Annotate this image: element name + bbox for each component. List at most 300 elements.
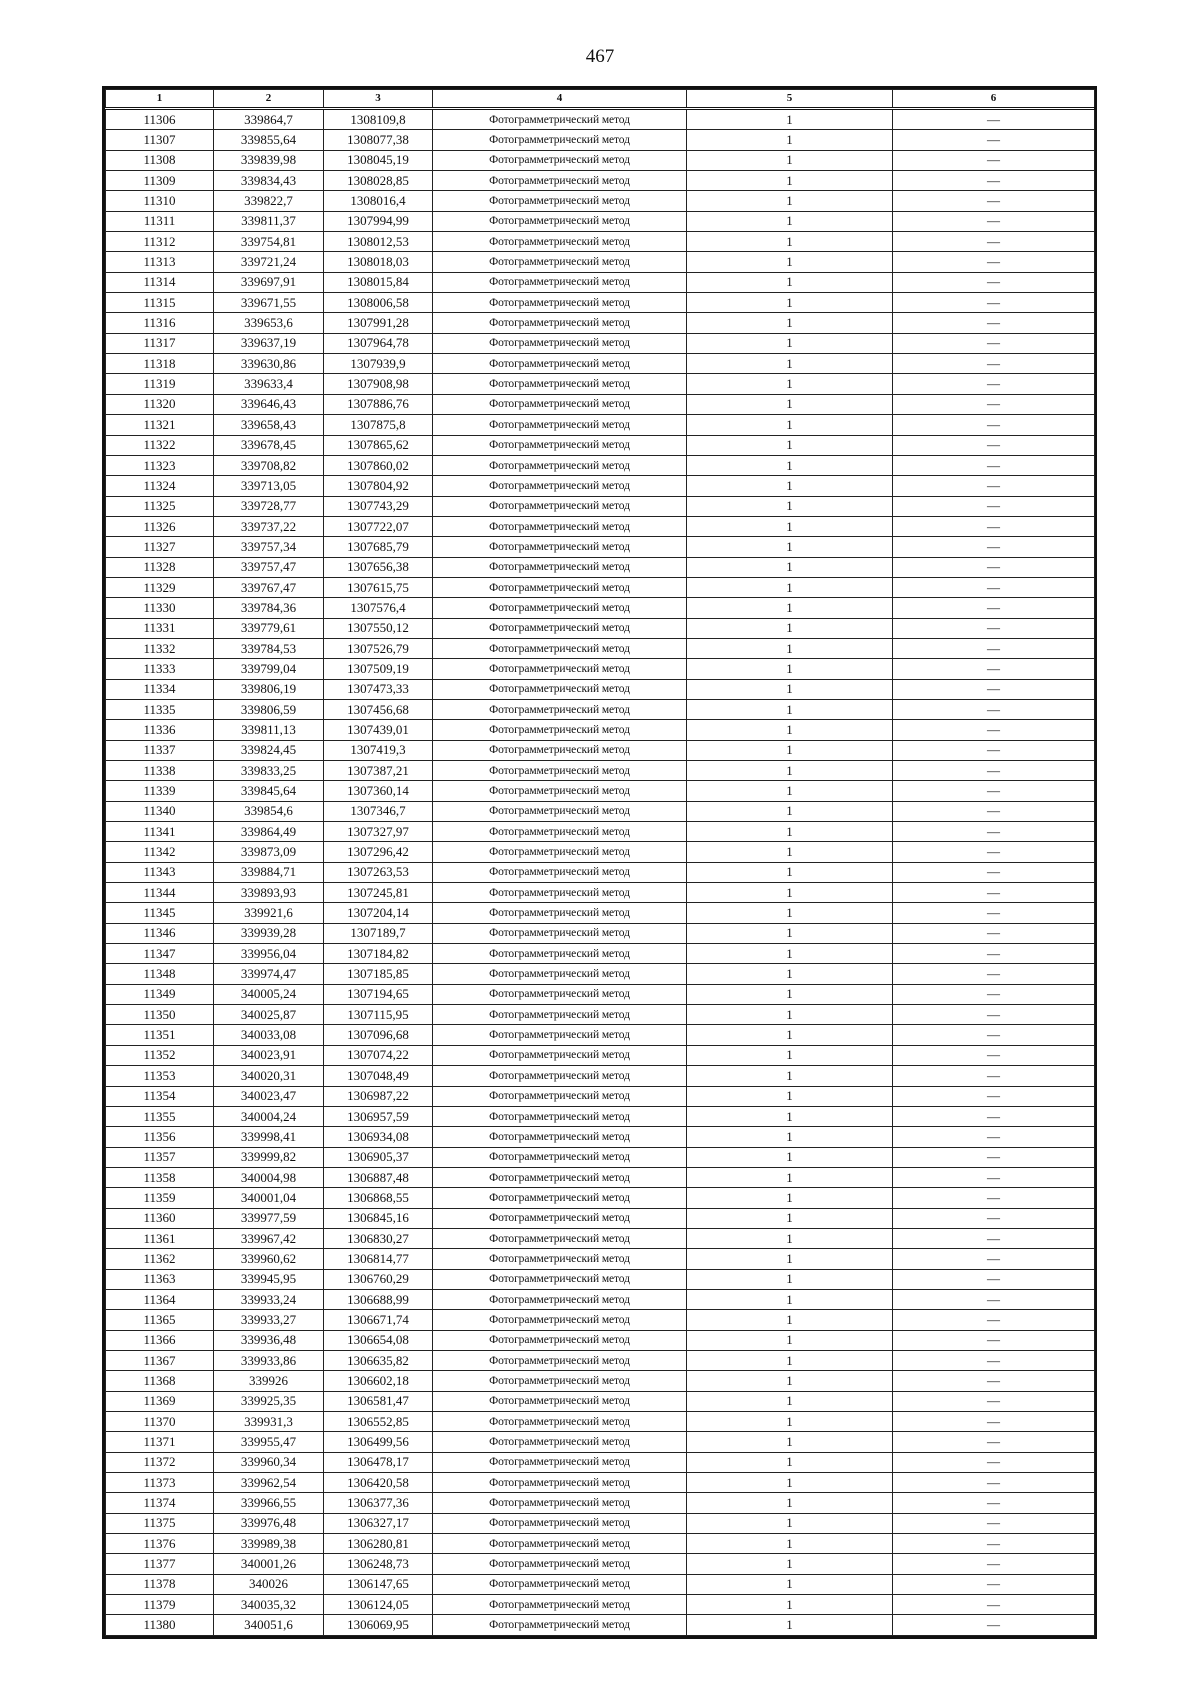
cell-coordinate-x: 340026	[214, 1574, 324, 1594]
cell-column-6: —	[893, 1025, 1095, 1045]
cell-point-number: 11332	[106, 638, 214, 658]
cell-method: Фотограмметрический метод	[433, 740, 687, 760]
cell-coordinate-x: 339678,45	[214, 435, 324, 455]
cell-method: Фотограмметрический метод	[433, 354, 687, 374]
cell-point-number: 11327	[106, 537, 214, 557]
cell-point-number: 11370	[106, 1412, 214, 1432]
cell-column-5: 1	[687, 740, 893, 760]
cell-column-5: 1	[687, 883, 893, 903]
cell-column-5: 1	[687, 1127, 893, 1147]
cell-column-5: 1	[687, 577, 893, 597]
cell-column-6: —	[893, 1005, 1095, 1025]
cell-coordinate-x: 339962,54	[214, 1473, 324, 1493]
cell-column-5: 1	[687, 842, 893, 862]
cell-point-number: 11315	[106, 293, 214, 313]
cell-column-6: —	[893, 964, 1095, 984]
cell-column-6: —	[893, 1473, 1095, 1493]
cell-column-5: 1	[687, 1025, 893, 1045]
page-number: 467	[585, 46, 615, 67]
table-row	[106, 1066, 1095, 1086]
cell-point-number: 11317	[106, 333, 214, 353]
cell-column-5: 1	[687, 720, 893, 740]
cell-coordinate-y: 1307804,92	[324, 476, 433, 496]
cell-coordinate-x: 339671,55	[214, 293, 324, 313]
cell-point-number: 11322	[106, 435, 214, 455]
cell-coordinate-y: 1307048,49	[324, 1066, 433, 1086]
cell-method: Фотограмметрический метод	[433, 1249, 687, 1269]
cell-column-6: —	[893, 781, 1095, 801]
table-row	[106, 333, 1095, 353]
cell-coordinate-x: 340023,91	[214, 1045, 324, 1065]
cell-column-5: 1	[687, 699, 893, 719]
cell-column-6: —	[893, 374, 1095, 394]
cell-column-5: 1	[687, 822, 893, 842]
cell-coordinate-y: 1306987,22	[324, 1086, 433, 1106]
cell-column-5: 1	[687, 801, 893, 821]
cell-column-5: 1	[687, 455, 893, 475]
cell-coordinate-x: 340020,31	[214, 1066, 324, 1086]
cell-coordinate-x: 339633,4	[214, 374, 324, 394]
cell-column-6: —	[893, 150, 1095, 170]
cell-coordinate-x: 339757,47	[214, 557, 324, 577]
cell-coordinate-y: 1307964,78	[324, 333, 433, 353]
cell-coordinate-y: 1307656,38	[324, 557, 433, 577]
column-header-4: 4	[433, 90, 687, 109]
cell-coordinate-y: 1307096,68	[324, 1025, 433, 1045]
cell-method: Фотограмметрический метод	[433, 1371, 687, 1391]
cell-point-number: 11316	[106, 313, 214, 333]
cell-coordinate-y: 1306760,29	[324, 1269, 433, 1289]
table-body	[106, 109, 1095, 1636]
cell-column-6: —	[893, 577, 1095, 597]
cell-coordinate-x: 340001,26	[214, 1554, 324, 1574]
cell-method: Фотограмметрический метод	[433, 313, 687, 333]
table-row	[106, 1167, 1095, 1187]
cell-method: Фотограмметрический метод	[433, 1127, 687, 1147]
cell-column-5: 1	[687, 1086, 893, 1106]
cell-method: Фотограмметрический метод	[433, 679, 687, 699]
cell-coordinate-x: 339839,98	[214, 150, 324, 170]
cell-coordinate-x: 339873,09	[214, 842, 324, 862]
cell-coordinate-y: 1307439,01	[324, 720, 433, 740]
cell-coordinate-x: 339845,64	[214, 781, 324, 801]
cell-coordinate-y: 1307526,79	[324, 638, 433, 658]
table-row	[106, 455, 1095, 475]
cell-coordinate-y: 1306887,48	[324, 1167, 433, 1187]
cell-column-5: 1	[687, 1188, 893, 1208]
cell-method: Фотограмметрический метод	[433, 659, 687, 679]
cell-column-5: 1	[687, 516, 893, 536]
cell-column-6: —	[893, 415, 1095, 435]
cell-coordinate-y: 1306845,16	[324, 1208, 433, 1228]
cell-column-5: 1	[687, 1005, 893, 1025]
cell-coordinate-y: 1306602,18	[324, 1371, 433, 1391]
cell-column-5: 1	[687, 1208, 893, 1228]
cell-column-6: —	[893, 394, 1095, 414]
cell-method: Фотограмметрический метод	[433, 1350, 687, 1370]
cell-method: Фотограмметрический метод	[433, 1432, 687, 1452]
table-row	[106, 984, 1095, 1004]
cell-column-6: —	[893, 476, 1095, 496]
cell-method: Фотограмметрический метод	[433, 1269, 687, 1289]
cell-coordinate-x: 339658,43	[214, 415, 324, 435]
cell-method: Фотограмметрический метод	[433, 1228, 687, 1248]
table-row	[106, 903, 1095, 923]
cell-column-6: —	[893, 1330, 1095, 1350]
cell-method: Фотограмметрический метод	[433, 1534, 687, 1554]
cell-column-5: 1	[687, 1493, 893, 1513]
cell-coordinate-x: 340025,87	[214, 1005, 324, 1025]
cell-column-6: —	[893, 232, 1095, 252]
cell-column-6: —	[893, 822, 1095, 842]
cell-column-5: 1	[687, 211, 893, 231]
cell-column-6: —	[893, 1432, 1095, 1452]
cell-point-number: 11354	[106, 1086, 214, 1106]
cell-point-number: 11363	[106, 1269, 214, 1289]
cell-column-6: —	[893, 191, 1095, 211]
cell-point-number: 11336	[106, 720, 214, 740]
cell-method: Фотограмметрический метод	[433, 252, 687, 272]
cell-column-5: 1	[687, 415, 893, 435]
cell-column-5: 1	[687, 435, 893, 455]
table-row	[106, 252, 1095, 272]
table-row	[106, 964, 1095, 984]
column-header-2: 2	[214, 90, 324, 109]
cell-coordinate-x: 340001,04	[214, 1188, 324, 1208]
cell-method: Фотограмметрический метод	[433, 1595, 687, 1615]
cell-column-6: —	[893, 659, 1095, 679]
cell-column-5: 1	[687, 374, 893, 394]
cell-coordinate-y: 1306671,74	[324, 1310, 433, 1330]
cell-column-6: —	[893, 944, 1095, 964]
table-row	[106, 435, 1095, 455]
table-row	[106, 1371, 1095, 1391]
cell-coordinate-y: 1307296,42	[324, 842, 433, 862]
cell-coordinate-x: 339767,47	[214, 577, 324, 597]
cell-method: Фотограмметрический метод	[433, 903, 687, 923]
cell-coordinate-y: 1308006,58	[324, 293, 433, 313]
cell-coordinate-x: 339945,95	[214, 1269, 324, 1289]
table-row	[106, 781, 1095, 801]
table-row	[106, 354, 1095, 374]
table-row	[106, 1310, 1095, 1330]
cell-point-number: 11345	[106, 903, 214, 923]
cell-method: Фотограмметрический метод	[433, 415, 687, 435]
cell-coordinate-y: 1307327,97	[324, 822, 433, 842]
cell-column-6: —	[893, 1534, 1095, 1554]
cell-point-number: 11346	[106, 923, 214, 943]
table-row	[106, 1554, 1095, 1574]
column-header-6: 6	[893, 90, 1095, 109]
cell-column-6: —	[893, 1167, 1095, 1187]
table-row	[106, 944, 1095, 964]
cell-coordinate-x: 339824,45	[214, 740, 324, 760]
cell-column-6: —	[893, 1249, 1095, 1269]
cell-column-5: 1	[687, 1310, 893, 1330]
cell-method: Фотограмметрический метод	[433, 1106, 687, 1126]
table-row	[106, 1249, 1095, 1269]
cell-coordinate-y: 1307456,68	[324, 699, 433, 719]
cell-coordinate-y: 1307194,65	[324, 984, 433, 1004]
cell-column-6: —	[893, 130, 1095, 150]
table-row	[106, 293, 1095, 313]
cell-column-6: —	[893, 1452, 1095, 1472]
cell-method: Фотограмметрический метод	[433, 1188, 687, 1208]
cell-point-number: 11350	[106, 1005, 214, 1025]
table-row	[106, 842, 1095, 862]
cell-coordinate-y: 1306830,27	[324, 1228, 433, 1248]
cell-method: Фотограмметрический метод	[433, 293, 687, 313]
cell-column-5: 1	[687, 232, 893, 252]
cell-method: Фотограмметрический метод	[433, 394, 687, 414]
cell-column-6: —	[893, 1269, 1095, 1289]
cell-coordinate-y: 1307473,33	[324, 679, 433, 699]
cell-point-number: 11359	[106, 1188, 214, 1208]
cell-coordinate-y: 1307576,4	[324, 598, 433, 618]
cell-column-5: 1	[687, 1432, 893, 1452]
cell-coordinate-y: 1308109,8	[324, 109, 433, 130]
cell-method: Фотограмметрический метод	[433, 496, 687, 516]
cell-coordinate-y: 1308018,03	[324, 252, 433, 272]
cell-column-6: —	[893, 211, 1095, 231]
cell-column-6: —	[893, 272, 1095, 292]
cell-column-5: 1	[687, 1228, 893, 1248]
cell-column-6: —	[893, 1045, 1095, 1065]
cell-point-number: 11323	[106, 455, 214, 475]
table-row	[106, 191, 1095, 211]
table-row	[106, 1086, 1095, 1106]
cell-point-number: 11333	[106, 659, 214, 679]
cell-coordinate-x: 339933,24	[214, 1289, 324, 1309]
table-row	[106, 394, 1095, 414]
cell-point-number: 11367	[106, 1350, 214, 1370]
cell-coordinate-x: 340051,6	[214, 1615, 324, 1635]
cell-column-6: —	[893, 1310, 1095, 1330]
cell-point-number: 11356	[106, 1127, 214, 1147]
cell-coordinate-x: 339926	[214, 1371, 324, 1391]
table-row	[106, 374, 1095, 394]
cell-column-6: —	[893, 1208, 1095, 1228]
cell-method: Фотограмметрический метод	[433, 883, 687, 903]
cell-method: Фотограмметрический метод	[433, 1513, 687, 1533]
table-row	[106, 618, 1095, 638]
cell-method: Фотограмметрический метод	[433, 1310, 687, 1330]
cell-column-5: 1	[687, 171, 893, 191]
cell-coordinate-x: 340005,24	[214, 984, 324, 1004]
cell-column-5: 1	[687, 1350, 893, 1370]
cell-column-6: —	[893, 1188, 1095, 1208]
cell-coordinate-y: 1307074,22	[324, 1045, 433, 1065]
cell-column-6: —	[893, 1086, 1095, 1106]
cell-column-5: 1	[687, 1106, 893, 1126]
cell-coordinate-x: 339757,34	[214, 537, 324, 557]
cell-coordinate-x: 339977,59	[214, 1208, 324, 1228]
cell-point-number: 11376	[106, 1534, 214, 1554]
cell-coordinate-x: 339989,38	[214, 1534, 324, 1554]
cell-coordinate-x: 339630,86	[214, 354, 324, 374]
cell-point-number: 11311	[106, 211, 214, 231]
cell-column-5: 1	[687, 1574, 893, 1594]
cell-column-6: —	[893, 1127, 1095, 1147]
cell-method: Фотограмметрический метод	[433, 1045, 687, 1065]
cell-coordinate-y: 1306280,81	[324, 1534, 433, 1554]
cell-column-5: 1	[687, 130, 893, 150]
cell-coordinate-x: 339784,36	[214, 598, 324, 618]
table-row	[106, 130, 1095, 150]
cell-method: Фотограмметрический метод	[433, 1493, 687, 1513]
cell-coordinate-y: 1307387,21	[324, 761, 433, 781]
column-header-3: 3	[324, 90, 433, 109]
cell-method: Фотограмметрический метод	[433, 1208, 687, 1228]
cell-column-6: —	[893, 293, 1095, 313]
cell-coordinate-y: 1306327,17	[324, 1513, 433, 1533]
cell-coordinate-x: 339806,19	[214, 679, 324, 699]
cell-coordinate-x: 339833,25	[214, 761, 324, 781]
table-row	[106, 109, 1095, 130]
cell-method: Фотограмметрический метод	[433, 984, 687, 1004]
cell-method: Фотограмметрический метод	[433, 699, 687, 719]
cell-column-5: 1	[687, 923, 893, 943]
cell-coordinate-y: 1306069,95	[324, 1615, 433, 1635]
cell-coordinate-x: 339864,7	[214, 109, 324, 130]
cell-coordinate-y: 1306814,77	[324, 1249, 433, 1269]
cell-point-number: 11308	[106, 150, 214, 170]
cell-coordinate-y: 1307360,14	[324, 781, 433, 801]
table-row	[106, 740, 1095, 760]
cell-column-5: 1	[687, 557, 893, 577]
cell-column-6: —	[893, 333, 1095, 353]
cell-point-number: 11330	[106, 598, 214, 618]
cell-column-6: —	[893, 903, 1095, 923]
cell-column-6: —	[893, 252, 1095, 272]
table-row	[106, 1534, 1095, 1554]
table-row	[106, 822, 1095, 842]
cell-coordinate-x: 339933,27	[214, 1310, 324, 1330]
table-row	[106, 1412, 1095, 1432]
table-row	[106, 1574, 1095, 1594]
cell-method: Фотограмметрический метод	[433, 842, 687, 862]
table-row	[106, 699, 1095, 719]
cell-point-number: 11326	[106, 516, 214, 536]
table-row	[106, 1289, 1095, 1309]
cell-column-6: —	[893, 1371, 1095, 1391]
table-row	[106, 537, 1095, 557]
cell-coordinate-x: 339811,13	[214, 720, 324, 740]
cell-coordinate-y: 1307204,14	[324, 903, 433, 923]
table-row	[106, 557, 1095, 577]
cell-point-number: 11343	[106, 862, 214, 882]
cell-column-5: 1	[687, 781, 893, 801]
cell-coordinate-y: 1308028,85	[324, 171, 433, 191]
cell-coordinate-x: 339960,62	[214, 1249, 324, 1269]
cell-method: Фотограмметрический метод	[433, 822, 687, 842]
table-header-row	[106, 90, 1095, 109]
cell-coordinate-x: 340035,32	[214, 1595, 324, 1615]
cell-point-number: 11338	[106, 761, 214, 781]
cell-coordinate-y: 1307263,53	[324, 862, 433, 882]
cell-column-6: —	[893, 1412, 1095, 1432]
cell-coordinate-y: 1306868,55	[324, 1188, 433, 1208]
cell-coordinate-x: 340004,98	[214, 1167, 324, 1187]
cell-coordinate-x: 339646,43	[214, 394, 324, 414]
cell-column-6: —	[893, 1228, 1095, 1248]
cell-coordinate-x: 339822,7	[214, 191, 324, 211]
cell-point-number: 11320	[106, 394, 214, 414]
cell-column-5: 1	[687, 537, 893, 557]
cell-column-5: 1	[687, 293, 893, 313]
cell-column-6: —	[893, 557, 1095, 577]
cell-column-5: 1	[687, 1289, 893, 1309]
cell-column-5: 1	[687, 598, 893, 618]
cell-coordinate-y: 1306957,59	[324, 1106, 433, 1126]
cell-point-number: 11369	[106, 1391, 214, 1411]
cell-point-number: 11309	[106, 171, 214, 191]
cell-coordinate-x: 339864,49	[214, 822, 324, 842]
cell-column-5: 1	[687, 109, 893, 130]
cell-column-5: 1	[687, 1595, 893, 1615]
cell-point-number: 11307	[106, 130, 214, 150]
cell-point-number: 11314	[106, 272, 214, 292]
table-row	[106, 1473, 1095, 1493]
cell-column-5: 1	[687, 1513, 893, 1533]
cell-coordinate-y: 1308016,4	[324, 191, 433, 211]
cell-column-5: 1	[687, 964, 893, 984]
cell-coordinate-y: 1307743,29	[324, 496, 433, 516]
cell-coordinate-y: 1307189,7	[324, 923, 433, 943]
cell-column-5: 1	[687, 903, 893, 923]
cell-point-number: 11380	[106, 1615, 214, 1635]
cell-coordinate-x: 339799,04	[214, 659, 324, 679]
cell-method: Фотограмметрический метод	[433, 598, 687, 618]
cell-method: Фотограмметрический метод	[433, 720, 687, 740]
cell-coordinate-x: 339854,6	[214, 801, 324, 821]
cell-coordinate-y: 1306147,65	[324, 1574, 433, 1594]
cell-coordinate-y: 1306499,56	[324, 1432, 433, 1452]
cell-column-6: —	[893, 720, 1095, 740]
cell-column-5: 1	[687, 313, 893, 333]
cell-coordinate-y: 1306552,85	[324, 1412, 433, 1432]
cell-method: Фотограмметрический метод	[433, 1025, 687, 1045]
cell-method: Фотограмметрический метод	[433, 191, 687, 211]
cell-column-5: 1	[687, 1269, 893, 1289]
cell-method: Фотограмметрический метод	[433, 862, 687, 882]
cell-point-number: 11329	[106, 577, 214, 597]
cell-point-number: 11358	[106, 1167, 214, 1187]
cell-point-number: 11352	[106, 1045, 214, 1065]
cell-column-5: 1	[687, 333, 893, 353]
cell-coordinate-x: 339653,6	[214, 313, 324, 333]
cell-point-number: 11355	[106, 1106, 214, 1126]
cell-point-number: 11347	[106, 944, 214, 964]
cell-column-6: —	[893, 618, 1095, 638]
cell-column-6: —	[893, 1615, 1095, 1635]
cell-point-number: 11321	[106, 415, 214, 435]
cell-column-6: —	[893, 1554, 1095, 1574]
cell-point-number: 11334	[106, 679, 214, 699]
cell-coordinate-y: 1307991,28	[324, 313, 433, 333]
cell-method: Фотограмметрический метод	[433, 618, 687, 638]
cell-method: Фотограмметрический метод	[433, 801, 687, 821]
cell-point-number: 11349	[106, 984, 214, 1004]
cell-column-6: —	[893, 354, 1095, 374]
table-row	[106, 720, 1095, 740]
table-row	[106, 171, 1095, 191]
cell-column-5: 1	[687, 150, 893, 170]
cell-coordinate-x: 339936,48	[214, 1330, 324, 1350]
coordinates-table-container	[102, 86, 1097, 1639]
cell-method: Фотограмметрический метод	[433, 1391, 687, 1411]
cell-column-5: 1	[687, 1167, 893, 1187]
